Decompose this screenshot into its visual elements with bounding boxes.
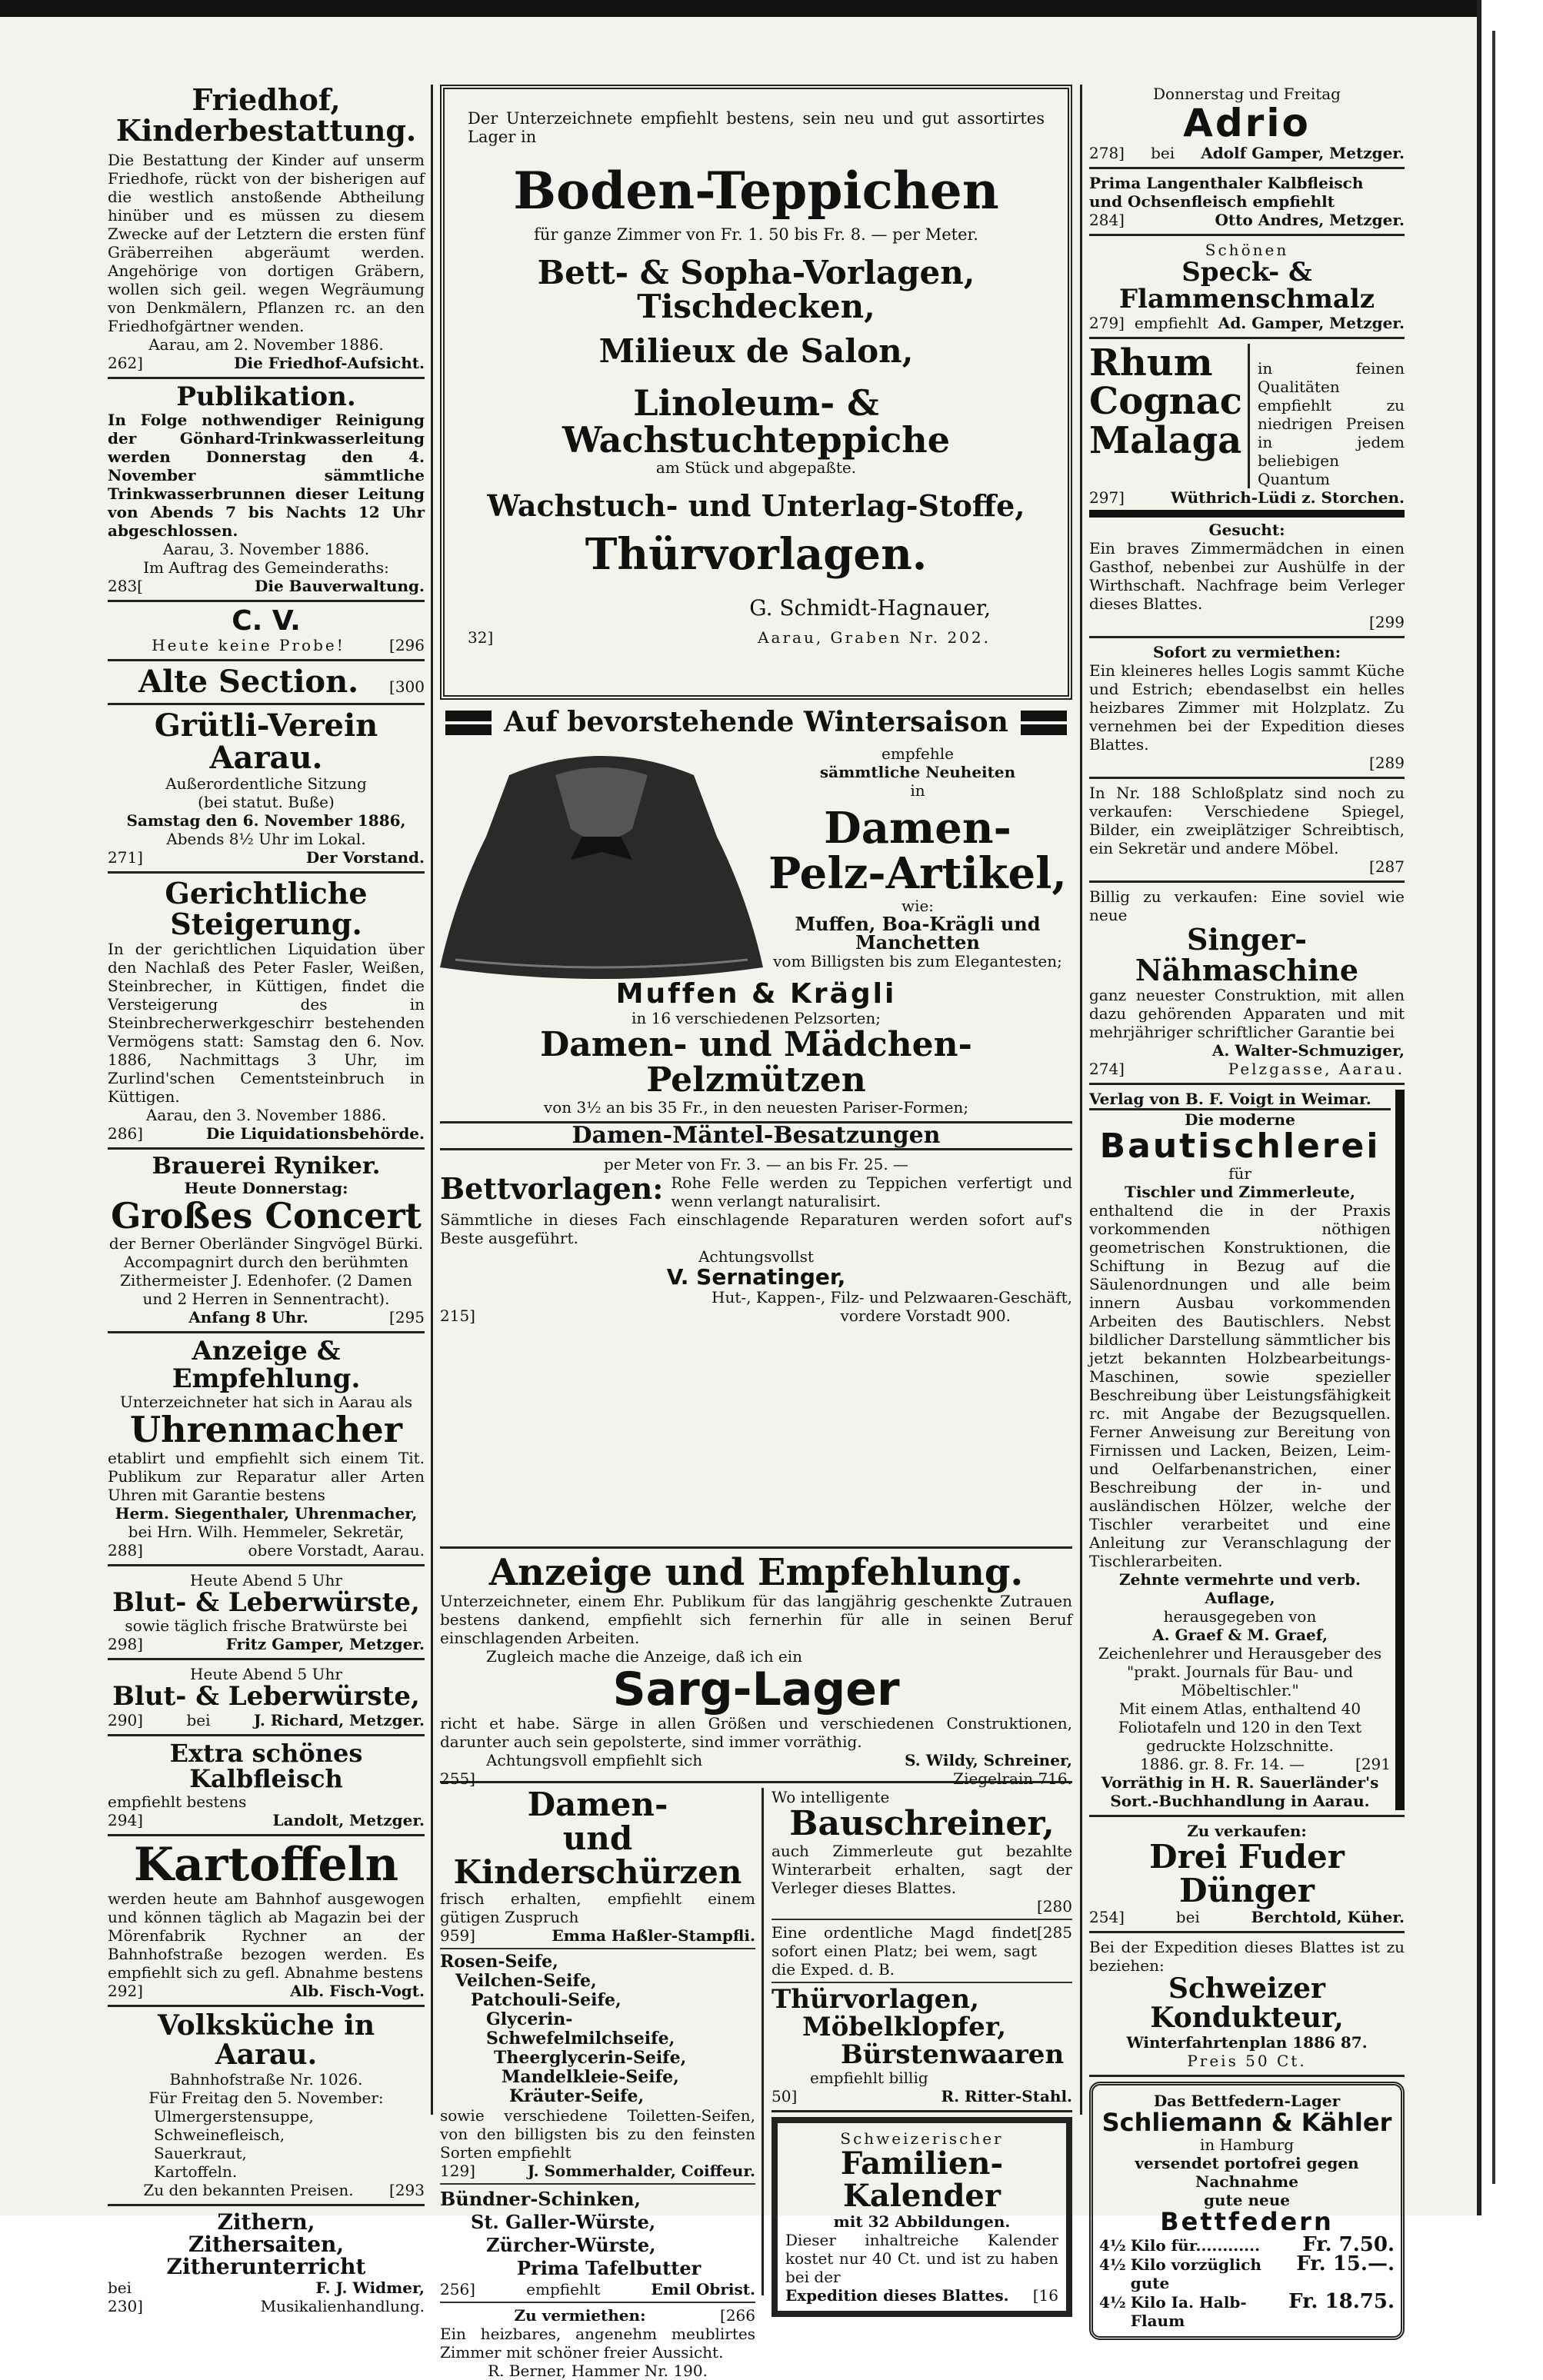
ad-line: von 3½ an bis 35 Fr., in den neuesten Pariser-Formen; — [543, 1098, 969, 1117]
ad-headline: Drei Fuder Dünger — [1149, 1837, 1345, 1909]
ad-line: Bei der Expedition dieses Blattes ist zu beziehen: — [1089, 1938, 1405, 1976]
ad-alte-section — [108, 664, 425, 701]
product-item: Prima Tafelbutter — [517, 2257, 702, 2280]
ad-line: Herm. Siegenthaler, Uhrenmacher, — [115, 1503, 418, 1523]
ad-teppiche — [440, 85, 1072, 700]
ad-title: Auf bevorstehende Wintersaison — [504, 706, 1008, 739]
ad-body: Rohe Felle werden zu Teppichen verfertigt und wenn verlangt naturalisirt. — [671, 1173, 1072, 1210]
ad-bettfedern — [1089, 2082, 1405, 2340]
ad-line: Anfang 8 Uhr. — [188, 1307, 308, 1326]
ad-body: In der gerichtlichen Liquidation über den Nachlaß des Peter Fasler, Weißen, Steinbrecher, in Küttigen, findet die Versteigerung des in Steinbrecherwerkgeschirr bestehenden Vermögens statt: Samstag den 6. Nov. 1886, Nachmittags 3 Uhr, im Zurlind'schen Cementsteinbruch in Küttigen. — [108, 940, 425, 1107]
ad-line: Vorräthig in H. R. Sauerländer's Sort.-Buchhandlung in Aarau. — [1101, 1773, 1379, 1810]
ad-signature: Der Vorstand. — [305, 848, 425, 867]
ad-number: 292] — [108, 1982, 143, 2001]
ad-thuervorlagen — [772, 1986, 1072, 2105]
ad-number: 255] — [440, 1769, 475, 1789]
ad-number: [280 — [1037, 1897, 1072, 1916]
ad-line: Verlag von B. F. Voigt in Weimar. — [1089, 1090, 1391, 1110]
ad-address: Aarau, Graben Nr. 202. — [758, 627, 991, 647]
ad-line: Zugleich mache die Anzeige, daß ich ein — [486, 1647, 803, 1666]
ad-headline: Schweizer Kondukteur, — [1150, 1972, 1344, 2034]
ad-body: auch Zimmerleute gut bezahlte Winterarbeit erhalten, sagt der Verleger dieses Blattes. — [772, 1842, 1072, 1898]
ad-headline: Muffen & Krägli — [615, 978, 897, 1010]
ad-number: [300 — [389, 677, 425, 697]
ad-headline: Großes Concert — [111, 1194, 422, 1237]
ad-body: Dieser inhaltreiche Kalender kostet nur 40 Ct. und ist zu haben bei der — [785, 2231, 1058, 2287]
ad-headline: Damen-Mäntel-Besatzungen — [440, 1121, 1072, 1150]
ad-title: Friedhof, Kinderbestattung. — [115, 82, 417, 148]
product-item: Malaga — [1089, 418, 1242, 462]
ad-line: sämmtliche Neuheiten — [819, 763, 1016, 781]
ad-line: Zithersaiten, — [188, 2232, 345, 2258]
ad-body: Die Bestattung der Kinder auf unserm Friedhofe, rückt von der bisherigen auf die westlich anstoßende Abtheilung hinüber und es müssen zu diesem Zwecke auf der Letztern die ersten fünf Gräberreihen abgeräumt werden. Angehörige von dortigen Gräbern, wollen sich geil. wegen Wegräumung von Denkmälern, Pflanzen rc. an den Friedhofgärtner wenden. — [108, 150, 425, 335]
price-quantity: 4½ — [1099, 2255, 1126, 2274]
ad-line: bei — [1151, 143, 1175, 162]
ad-title: Gerichtliche Steigerung. — [165, 876, 368, 942]
ad-number: 284] — [1089, 210, 1125, 229]
ad-headline: Bautischlerei — [1099, 1126, 1381, 1166]
ad-number: 230] — [108, 2296, 143, 2315]
ad-kalbfleisch — [108, 1738, 425, 1830]
ad-line: bei Hrn. Wilh. Hemmeler, Sekretär, — [128, 1522, 405, 1541]
adjacent-page-edge — [1477, 0, 1543, 2215]
ad-title: Zu verkaufen: — [1187, 1821, 1307, 1840]
ad-line: Heute Abend 5 Uhr — [190, 1665, 342, 1684]
ad-seifen — [440, 1952, 755, 2180]
ad-body: der Berner Oberländer Singvögel Bürki. Accompagnirt durch den berühmten Zithermeister J. Edenhofer. (2 Damen und 2 Herren in Sennentracht). — [108, 1233, 424, 1308]
ad-signature: G. Schmidt-Hagnauer, — [749, 594, 991, 621]
ad-body: werden heute am Bahnhof ausgewogen und können täglich ab Magazin bei der Mörenfabrik Rychner an der Bahnhofstraße bezogen werden. Es empfiehlt sich zu gefl. Abnahme bestens — [108, 1889, 425, 1982]
ad-signature: Otto Andres, Metzger. — [1215, 210, 1405, 229]
ad-body: Sämmtliche in dieses Fach einschlagende Reparaturen werden sofort auf's Beste ausgeführt. — [440, 1210, 1072, 1247]
ad-headline: Pelz-Artikel, — [768, 847, 1067, 899]
ad-title: Zu vermiethen: — [514, 2306, 646, 2325]
ad-line: Wachstuch- und Unterlag-Stoffe, — [487, 488, 1025, 524]
ad-line: in — [910, 781, 925, 800]
ad-signature: Berchtold, Küher. — [1251, 1908, 1405, 1927]
ad-number: 50] — [772, 2087, 798, 2106]
product-item: Theerglycerin-Seife, — [494, 2048, 687, 2069]
ad-signature: Expedition dieses Blattes. — [785, 2286, 1009, 2305]
ad-number: [285 — [1037, 1923, 1072, 1942]
ad-line: Zehnte vermehrte und verb. Auflage, — [1119, 1569, 1361, 1607]
ad-number: 278] — [1089, 143, 1125, 162]
ad-number: 32] — [468, 627, 494, 647]
ad-body: Eine ordentliche Magd findet sofort einen Platz; bei wem, sagt die Exped. d. B. — [772, 1923, 1038, 1979]
product-item: Kräuter-Seife, — [509, 2086, 645, 2107]
menu-item: Schweinefleisch, — [154, 2125, 285, 2144]
ad-signature: R. Ritter-Stahl. — [941, 2087, 1072, 2106]
product-item: St. Galler-Würste, — [471, 2211, 656, 2234]
product-item: Patchouli-Seife, — [471, 1990, 622, 2011]
ad-number: 254] — [1089, 1908, 1125, 1927]
ad-date: Aarau, am 2. November 1886. — [148, 335, 384, 354]
ad-signature: Alb. Fisch-Vogt. — [290, 1982, 425, 2001]
ad-kartoffeln — [108, 1838, 425, 2001]
scan-top-edge — [0, 0, 1538, 17]
product-item: Bürstenwaaren — [841, 2039, 1065, 2070]
ad-signature: R. Berner, Hammer Nr. 190. — [488, 2362, 708, 2380]
ad-number: 215] — [440, 1307, 475, 1326]
ad-line: mit 32 Abbildungen. — [833, 2212, 1011, 2232]
ad-line: Samstag den 6. November 1886, — [126, 811, 406, 831]
ad-headline: Bettfedern — [1160, 2207, 1334, 2237]
ad-gesucht — [1089, 521, 1405, 631]
ad-title: Gesucht: — [1208, 520, 1285, 539]
ad-headline: Sarg-Lager — [612, 1663, 900, 1717]
ad-date: Aarau, 3. November 1886. — [162, 540, 370, 559]
ad-body: In Folge nothwendiger Reinigung der Gönhard-Trinkwasserleitung werden Donnerstag den 4. November sämmtliche Trinkwasserbrunnen dieser Leitung von Abends 7 bis Nachts 12 Uhr abgeschlossen. — [108, 411, 425, 541]
ad-address: vordere Vorstadt 900. — [840, 1307, 1011, 1326]
ad-title: Publikation. — [176, 381, 356, 412]
ad-number: 262] — [108, 353, 143, 372]
ad-date: Aarau, den 3. November 1886. — [145, 1106, 387, 1125]
ad-line: Bahnhofstraße Nr. 1026. — [169, 2069, 363, 2089]
product-item: Bündner-Schinken, — [440, 2188, 641, 2211]
ad-line: sowie täglich frische Bratwürste bei — [125, 1616, 408, 1636]
ad-line: Achtungsvoll empfiehlt sich — [486, 1751, 703, 1770]
ad-line: Zu den bekannten Preisen. — [143, 2180, 354, 2199]
ad-line: Das Bettfedern-Lager — [1153, 2091, 1341, 2110]
ad-headline: Damen- — [824, 803, 1011, 854]
ad-headline: Bettvorlagen: — [440, 1170, 664, 1206]
ad-headline: Kartoffeln — [133, 1838, 399, 1892]
ad-sofort-vermiethen — [1089, 643, 1405, 772]
ad-line: bei — [1175, 1908, 1200, 1927]
ad-line: Die moderne — [1185, 1110, 1295, 1129]
ad-line: 1886. gr. 8. Fr. 14. — — [1139, 1754, 1305, 1773]
menu-list — [108, 2107, 425, 2181]
fur-cape-illustration — [440, 744, 763, 975]
ad-speck — [1089, 241, 1405, 332]
ad-number: 297] — [1089, 488, 1125, 507]
ad-number: 283[ — [108, 577, 143, 596]
ad-number: 271] — [108, 848, 143, 867]
ad-line: empfiehlt billig — [810, 2069, 928, 2088]
ad-body: In Nr. 188 Schloßplatz sind noch zu verkaufen: Verschiedene Spiegel, Bilder, ein zweiplätziger Schreibtisch, ein Sekretär und andere Möbel. — [1089, 783, 1405, 857]
ad-magd — [772, 1923, 1072, 1979]
ad-line: Schweizerischer — [840, 2129, 1004, 2149]
column-left — [108, 82, 425, 2315]
ad-title: C. V. — [232, 605, 301, 637]
ad-line: gute neue — [1204, 2191, 1290, 2210]
price-desc: Kilo Ia. Halb-Flaum — [1130, 2292, 1247, 2330]
ad-headline: und Kinderschürzen — [453, 1819, 742, 1892]
ad-headline: Adrio — [1183, 101, 1311, 145]
product-item: Möbelklopfer, — [802, 2011, 1007, 2042]
ad-body: richt et habe. Särge in allen Größen und verschiedenen Construktionen, darunter auch sein gepolsterte, sind immer vorräthig. — [440, 1714, 1072, 1752]
ad-line: Tischler und Zimmerleute, — [1125, 1182, 1355, 1201]
ad-number: [299 — [1369, 612, 1405, 631]
ad-kondukteur — [1089, 1938, 1405, 2070]
ad-number: 298] — [108, 1635, 143, 1654]
ad-signature: Wüthrich-Lüdi z. Storchen. — [1170, 488, 1405, 507]
price-desc: Kilo für............ — [1130, 2235, 1261, 2255]
ad-line: empfiehlt — [526, 2280, 601, 2299]
ad-headline: Boden-Teppichen — [513, 161, 999, 221]
ad-headline: Thürvorlagen. — [585, 529, 928, 581]
ad-line: Schönen — [1205, 240, 1289, 259]
ad-line: Unterzeichneter hat sich in Aarau als — [119, 1393, 413, 1412]
price-value: Fr. 7.50. — [1302, 2232, 1395, 2256]
column-divider-2 — [1080, 85, 1082, 2115]
ad-headline: Damen- und Mädchen-Pelzmützen — [540, 1024, 972, 1100]
ad-line: (bei statut. Buße) — [198, 793, 335, 812]
product-item: Cognac — [1089, 380, 1243, 424]
column-right — [1089, 85, 1405, 2330]
ad-note: Im Auftrag des Gemeinderaths: — [143, 558, 389, 578]
ad-line: Muffen, Boa-Krägli und Manchetten — [795, 912, 1041, 954]
ad-line: empfehle — [881, 744, 954, 763]
ad-line: obere Vorstadt, Aarau. — [248, 1540, 425, 1559]
ad-line: Wo intelligente — [772, 1788, 890, 1806]
product-item: Thürvorlagen, — [772, 1984, 979, 2016]
ad-duenger — [1089, 1822, 1405, 1926]
price-quantity: 4½ — [1099, 2235, 1126, 2255]
ad-signature: Die Liquidationsbehörde. — [205, 1124, 425, 1143]
ad-line: Bett- & Sopha-Vorlagen, Tischdecken, — [537, 254, 975, 326]
ad-number: [287 — [1369, 857, 1405, 876]
price-row — [1099, 2252, 1395, 2292]
ad-line: am Stück und abgepaßte. — [655, 458, 857, 478]
ad-line: empfiehlt bestens — [108, 1792, 247, 1812]
ad-rhum-cognac — [1089, 341, 1405, 507]
ad-volkskueche — [108, 2009, 425, 2199]
ad-pelz — [440, 707, 1072, 1542]
ad-gamper-wuerste — [108, 1571, 425, 1654]
ad-langenthaler — [1089, 174, 1405, 229]
ad-signature: Die Bauverwaltung. — [255, 577, 425, 596]
ad-brauerei — [108, 1154, 425, 1326]
ad-line: F. J. Widmer, — [315, 2278, 425, 2297]
ad-adrio — [1089, 85, 1405, 162]
ad-line: Außerordentliche Sitzung — [165, 774, 367, 794]
decorative-bars — [445, 707, 492, 738]
ad-signature: Adolf Gamper, Metzger. — [1201, 143, 1405, 162]
ad-number: 294] — [108, 1811, 143, 1830]
ad-body: ganz neuester Construktion, mit allen dazu gehörenden Apparaten und mit mehrjähriger schriftlicher Garantie bei — [1089, 985, 1405, 1041]
column-divider-1 — [431, 85, 433, 2115]
ad-number: [291 — [1355, 1754, 1391, 1773]
ad-line: Winterfahrtenplan 1886 87. — [1126, 2032, 1368, 2052]
ad-signature: A. Walter-Schmuziger, — [1211, 1040, 1405, 1060]
ad-line: Milieux de Salon, — [598, 332, 914, 371]
ad-steigerung — [108, 878, 425, 1143]
ad-schlossplatz — [1089, 784, 1405, 876]
ad-line: vom Billigsten bis zum Elegantesten; — [773, 951, 1062, 970]
product-item: Rhum — [1089, 341, 1213, 384]
ad-publikation — [108, 381, 425, 596]
ad-headline: Familien-Kalender — [840, 2145, 1004, 2215]
ad-signature: Emil Obrist. — [651, 2280, 755, 2299]
ad-line: Billig zu verkaufen: Eine soviel wie neue — [1089, 887, 1405, 924]
ad-title: Alte Section. — [138, 664, 359, 701]
ad-line: Abends 8½ Uhr im Lokal. — [166, 830, 366, 849]
ad-line: Heute Donnerstag: — [184, 1178, 348, 1197]
ad-line: Prima Langenthaler Kalbfleisch — [1089, 173, 1364, 192]
price-value: Fr. 15.—. — [1296, 2252, 1395, 2275]
product-item: Zürcher-Würste, — [486, 2234, 656, 2257]
ad-body: Ein braves Zimmermädchen in einen Gasthof, nebenbei zur Aushülfe in der Wirthschaft. Nachfrage beim Verleger dieses Blattes. — [1089, 538, 1405, 613]
ad-address: Pelzgasse, Aarau. — [1228, 1059, 1405, 1078]
ad-headline: Bauschreiner, — [789, 1804, 1055, 1843]
ad-headline: Schliemann & Kähler — [1101, 2107, 1392, 2137]
ad-headline: Speck- & Flammenschmalz — [1118, 256, 1375, 315]
ad-number: 288] — [108, 1540, 143, 1559]
price-desc: Kilo vorzüglich gute — [1130, 2255, 1261, 2292]
ad-line: Mit einem Atlas, enthaltend 40 Foliotafeln und 120 in den Text gedruckte Holzschnitte. — [1118, 1699, 1362, 1755]
ad-signature: Musikalienhandlung. — [260, 2296, 425, 2315]
ad-line: versendet portofrei gegen Nachnahme — [1135, 2154, 1359, 2192]
menu-item: Kartoffeln. — [154, 2162, 238, 2181]
price-quantity: 4½ — [1099, 2292, 1126, 2312]
ad-number: 290] — [108, 1710, 143, 1729]
ad-line: für ganze Zimmer von Fr. 1. 50 bis Fr. 8. — per Meter. — [534, 225, 978, 245]
ad-headline: Singer-Nähmaschine — [1135, 921, 1359, 987]
product-item: Mandelkleie-Seife, — [502, 2067, 679, 2088]
ad-line: wie: — [901, 896, 935, 915]
ad-title: Volksküche in Aarau. — [157, 2009, 375, 2071]
ad-signature: Die Friedhof-Aufsicht. — [234, 353, 425, 372]
ad-richard-wuerste — [108, 1665, 425, 1729]
ad-schinken — [440, 2188, 755, 2298]
ad-singer — [1089, 887, 1405, 1078]
ad-body: frisch erhalten, empfiehlt einem gütigen Zuspruch — [440, 1889, 755, 1927]
ad-line: bei — [108, 2278, 132, 2297]
ad-number: [266 — [720, 2306, 755, 2325]
ad-cv — [108, 607, 425, 654]
ad-schuerzen — [440, 1788, 755, 1945]
ad-line: bei — [186, 1710, 211, 1729]
ad-body: sowie verschiedene Toiletten-Seifen, von den billigsten bis zu den feinsten Sorten empfiehlt — [440, 2106, 755, 2162]
ad-gruetli — [108, 707, 425, 867]
menu-item: Sauerkraut, — [154, 2143, 247, 2162]
ad-signature: S. Wildy, Schreiner, — [905, 1751, 1072, 1770]
ad-line: A. Graef & M. Graef, — [1152, 1625, 1328, 1644]
ad-body: etablirt und empfiehlt sich einem Tit. Publikum zur Reparatur aller Arten Uhren mit Garantie bestens — [108, 1448, 425, 1504]
ad-title: Extra schönes Kalbfleisch — [169, 1738, 363, 1794]
ad-number: [289 — [1369, 753, 1405, 772]
ad-line: für — [1228, 1163, 1251, 1183]
ad-title: Brauerei Ryniker. — [152, 1153, 381, 1180]
ad-uhrenmacher — [108, 1335, 425, 1559]
ad-number: 274] — [1089, 1059, 1125, 1078]
ad-title: Sofort zu vermiethen: — [1152, 642, 1341, 661]
ad-body: in feinen Qualitäten empfiehlt zu niedrigen Preisen in jedem beliebigen Quantum — [1258, 358, 1405, 488]
ad-signature: J. Sommerhalder, Coiffeur. — [527, 2162, 755, 2181]
ad-signature: V. Sernatinger, — [666, 1263, 846, 1290]
ad-zithern — [108, 2211, 425, 2315]
ad-body: enthaltend die in der Praxis vorkommenden nöthigen geometrischen Konstruktionen, die Schiftung in Bezug auf die Säulenordnungen und alle beim innern Ausbau vorkommenden Arbeiten des Bautischlers. Nebst bildlicher Darstellung sämmtlicher bis jetzt bekannten Holzbearbeitungs-Maschinen, sowie spezieller Beschreibung über Leistungsfähigkeit rc. mit Angabe der Bezugsquellen. Ferner Anweisung zur Bereitung von Firnissen und Lacken, Beizen, Leim- und Oelfarbenanstrichen, einer Beschreibung der in- und ausländischen Hölzer, welche der Tischler verarbeitet und eine Anleitung zur Veranschlagung der Tischlerarbeiten. — [1089, 1200, 1391, 1570]
ad-sarg-lager — [440, 1551, 1072, 1789]
decorative-bars — [1021, 707, 1067, 738]
ad-line: Donnerstag und Freitag — [1153, 85, 1341, 103]
ad-bauschreiner — [772, 1788, 1072, 1916]
ad-number: 286] — [108, 1124, 143, 1143]
product-item: Rosen-Seife, — [440, 1952, 558, 1972]
ad-signature: Emma Haßler-Stampfli. — [552, 1926, 755, 1946]
ad-number: 279] — [1089, 313, 1125, 332]
ad-number: [16 — [1032, 2286, 1058, 2305]
product-item: Glycerin-Schwefelmilchseife, — [486, 2009, 675, 2049]
ad-signature: J. Richard, Metzger. — [253, 1710, 425, 1729]
ad-line: Preis 50 Ct. — [1187, 2051, 1307, 2070]
ad-body: Unterzeichneter, einem Ehr. Publikum für das langjährig geschenkte Zutrauen bestens dankend, empfiehlt sich fernerhin für alle in seinen Beruf einschlagenden Arbeiten. — [440, 1592, 1072, 1648]
ad-line: herausgegeben von — [1163, 1606, 1317, 1626]
ad-headline: Blut- & Leberwürste, — [112, 1681, 420, 1713]
ad-line: empfiehlt — [1134, 313, 1208, 332]
ad-line: Zithern, — [217, 2209, 315, 2235]
ad-title: Grütli-Verein Aarau. — [154, 707, 378, 777]
ad-line: Zitherunterricht — [166, 2254, 366, 2280]
ad-line: in Hamburg — [1199, 2135, 1294, 2155]
ad-line: und Ochsenfleisch empfiehlt — [1089, 191, 1335, 211]
ad-number: 959] — [440, 1926, 475, 1946]
ad-bautischlerei — [1089, 1090, 1405, 1810]
ad-line: Linoleum- & Wachstuchteppiche — [562, 381, 950, 461]
ad-line: Achtungsvollst — [698, 1247, 814, 1266]
ad-line: Für Freitag den 5. November: — [148, 2088, 384, 2107]
column-middle — [440, 85, 1072, 2380]
ad-headline: Blut- & Leberwürste, — [112, 1586, 420, 1618]
price-row — [1099, 2289, 1395, 2330]
ad-title: Anzeige & Empfehlung. — [172, 1335, 361, 1394]
ad-headline: Damen- — [527, 1786, 668, 1823]
ad-address: Ziegelrain 716. — [953, 1769, 1072, 1789]
price-value: Fr. 18.75. — [1288, 2289, 1395, 2313]
ad-headline: Uhrenmacher — [130, 1409, 402, 1451]
ad-intro: Der Unterzeichnete empfiehlt bestens, sein neu und gut assortirtes Lager in — [468, 109, 1045, 146]
ad-number: [293 — [389, 2180, 425, 2199]
ad-line: Heute Abend 5 Uhr — [190, 1570, 342, 1589]
ad-line: per Meter von Fr. 3. — an bis Fr. 25. — — [603, 1154, 909, 1173]
ad-line: in 16 verschiedenen Pelzsorten; — [632, 1008, 881, 1027]
ad-number: 129] — [440, 2162, 475, 2181]
ad-number: [295 — [389, 1307, 425, 1326]
ad-title: Anzeige und Empfehlung. — [488, 1551, 1024, 1594]
ad-line: Hut-, Kappen-, Filz- und Pelzwaaren-Geschäft, — [712, 1288, 1072, 1307]
ad-line: Zeichenlehrer und Herausgeber des "prakt. Journals für Bau- und Möbeltischler." — [1098, 1643, 1382, 1699]
ad-friedhof — [108, 82, 425, 372]
ad-zu-vermiethen — [440, 2306, 755, 2380]
ad-signature: Ad. Gamper, Metzger. — [1218, 313, 1405, 332]
menu-item: Ulmergerstensuppe, — [154, 2106, 314, 2125]
ad-body: Heute keine Probe! — [152, 636, 345, 655]
ad-number: 256] — [440, 2280, 475, 2299]
ad-signature: Landolt, Metzger. — [272, 1811, 425, 1830]
ad-body: Ein kleineres helles Logis sammt Küche und Estrich; ebendaselbst ein helles heizbares Zimmer mit Holzplatz. Zu vernehmen bei der Expedition dieses Blattes. — [1089, 661, 1405, 754]
ad-signature: Fritz Gamper, Metzger. — [225, 1635, 425, 1654]
ad-familien-kalender — [772, 2117, 1072, 2317]
ad-number: [296 — [389, 636, 425, 655]
product-item: Veilchen-Seife, — [455, 1971, 597, 1992]
ad-body: Ein heizbares, angenehm meublirtes Zimmer mit schöner freier Aussicht. — [440, 2325, 755, 2362]
